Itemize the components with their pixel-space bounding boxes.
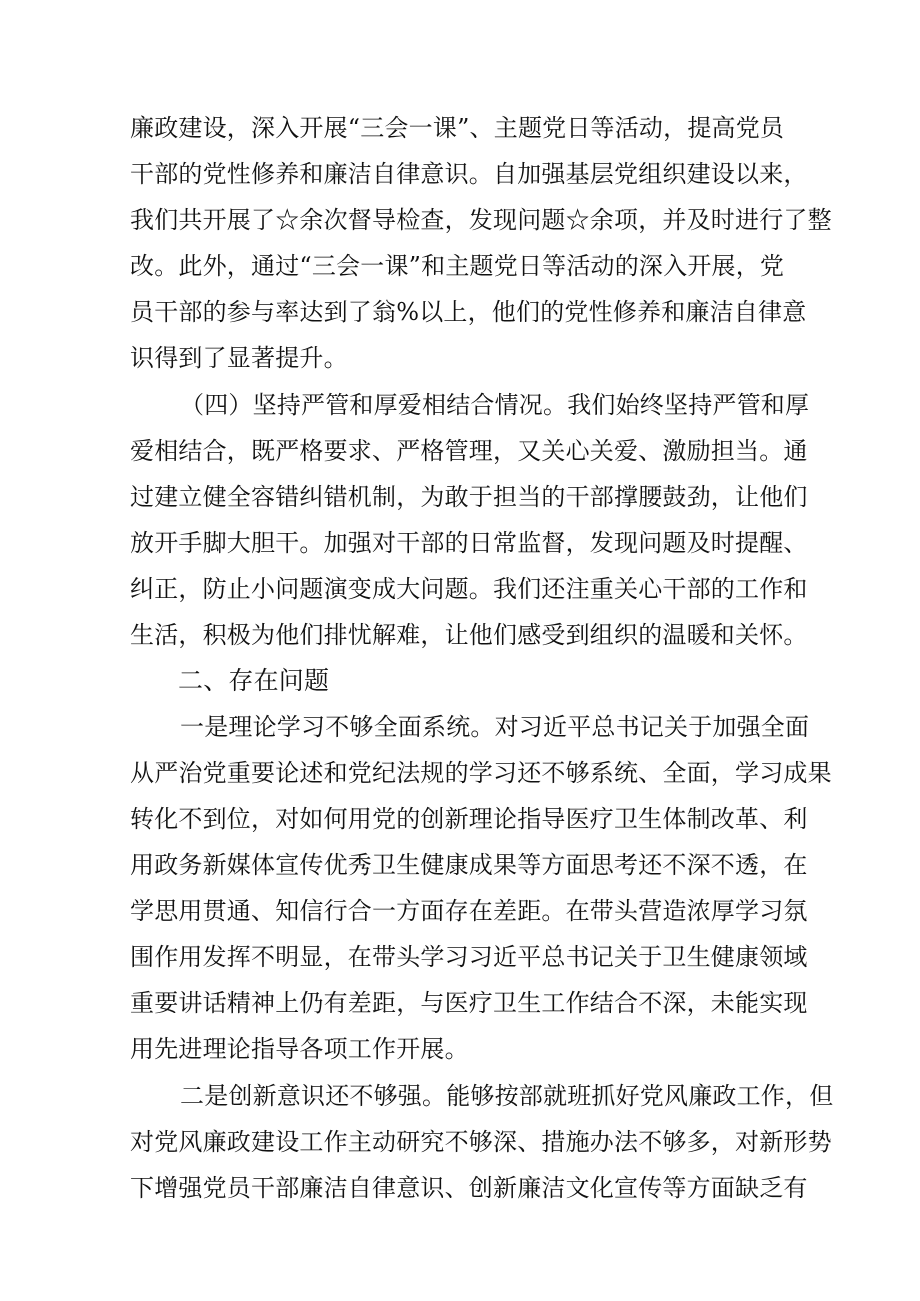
paragraph-first-line: （四）坚持严管和厚爱相结合情况。我们始终坚持严管和厚 [180,391,810,419]
paragraph-line: 过建立健全容错纠错机制，为敢于担当的干部撑腰鼓劲，让他们 [130,483,808,511]
paragraph-line: 干部的党性修养和廉洁自律意识。自加强基层党组织建设以来， [130,160,808,188]
paragraph-line: 学思用贯通、知信行合一方面存在差距。在带头营造浓厚学习氛 [130,897,808,925]
paragraph-line: 我们共开展了☆余次督导检查，发现问题☆余项，并及时进行了整 [130,206,832,234]
paragraph-line: 爱相结合，既严格要求、严格管理，又关心关爱、激励担当。通 [130,437,808,465]
paragraph-line: 转化不到位，对如何用党的创新理论指导医疗卫生体制改革、利 [130,805,808,833]
paragraph-line: 识得到了显著提升。 [130,344,348,372]
paragraph-line: 纠正，防止小问题演变成大问题。我们还注重关心干部的工作和 [130,575,808,603]
paragraph-line: 放开手脚大胆干。加强对干部的日常监督，发现问题及时提醒、 [130,529,808,557]
paragraph-line: 围作用发挥不明显，在带头学习习近平总书记关于卫生健康领域 [130,943,808,971]
paragraph-line: 改。此外，通过“三会一课”和主题党日等活动的深入开展，党 [130,252,785,280]
paragraph-line: 廉政建设，深入开展“三会一课”、主题党日等活动，提高党员 [130,114,785,142]
paragraph-line: 从严治党重要论述和党纪法规的学习还不够系统、全面，学习成果 [130,759,832,787]
paragraph-line: 下增强党员干部廉洁自律意识、创新廉洁文化宣传等方面缺乏有 [130,1174,808,1202]
section-heading: 二、存在问题 [178,666,330,695]
paragraph-line: 员干部的参与率达到了翁%以上，他们的党性修养和廉洁自律意 [130,298,807,326]
paragraph-first-line: 二是创新意识还不够强。能够按部就班抓好党风廉政工作，但 [180,1082,834,1110]
paragraph-line: 用先进理论指导各项工作开展。 [130,1035,469,1063]
paragraph-line: 对党风廉政建设工作主动研究不够深、措施办法不够多，对新形势 [130,1128,832,1156]
paragraph-line: 生活，积极为他们排忧解难，让他们感受到组织的温暖和关怀。 [130,621,808,649]
paragraph-line: 用政务新媒体宣传优秀卫生健康成果等方面思考还不深不透，在 [130,851,808,879]
paragraph-first-line: 一是理论学习不够全面系统。对习近平总书记关于加强全面 [180,713,810,741]
paragraph-line: 重要讲话精神上仍有差距，与医疗卫生工作结合不深，未能实现 [130,989,808,1017]
